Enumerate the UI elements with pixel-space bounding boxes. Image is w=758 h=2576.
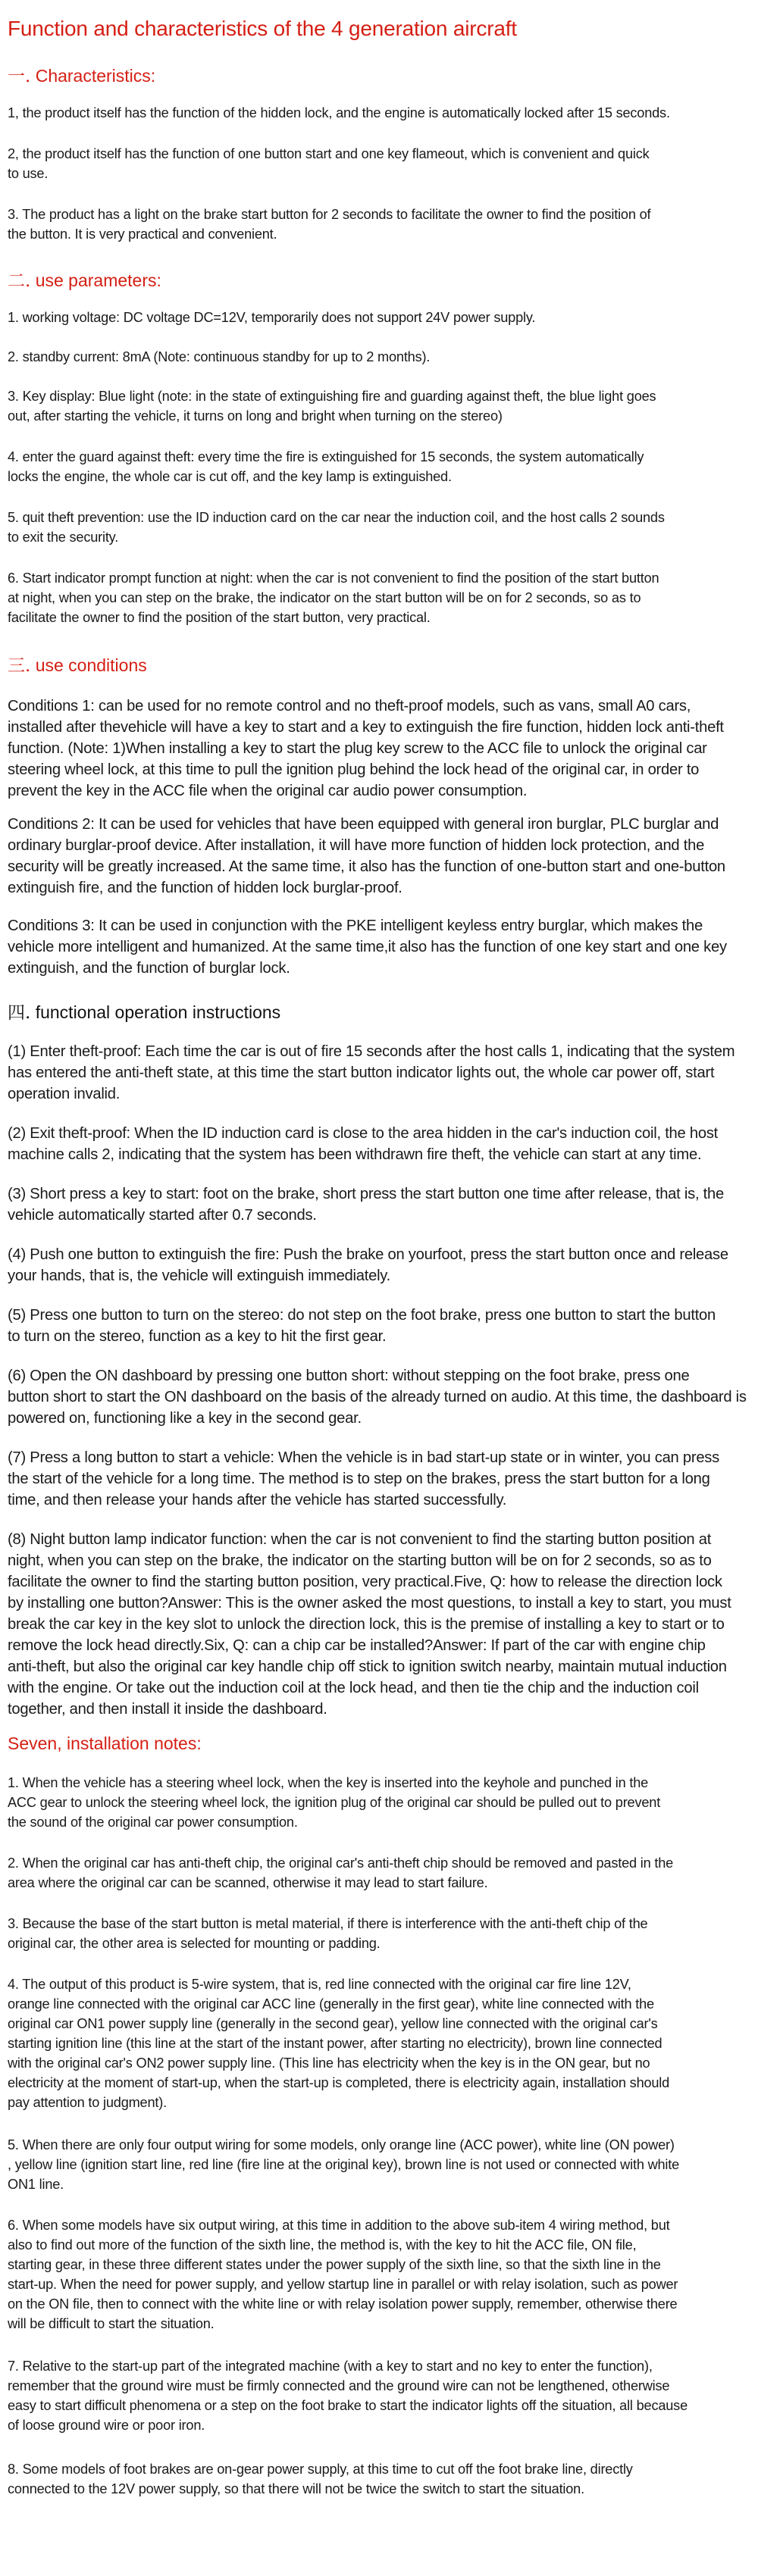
section-number: 一.: [8, 67, 31, 86]
installation-item: 8. Some models of foot brakes are on-gear power supply, at this time to cut off the foot brake line, directly connected to the 12V power supply, so that there will not be twice the switch to start the situation.: [8, 2462, 633, 2496]
section-number: 三.: [8, 656, 31, 676]
operation-item: (8) Night button lamp indicator function: when the car is not convenient to find the starting button position at night, when you can step on the brake, the indicator on the starting button will be on for 2 seconds, so as to facilitate the owner to find the starting button position, very practical.Five, Q: how to release the direction lock by installing one button?Answer: This is the owner asked the most questions, to install a key to start, you must break the car key in the key slot to unlock the direction lock, this is the premise of installing a key to start or to remove the lock head directly.Six, Q: can a chip car be installed?Answer: If part of the car with engine chip anti-theft, but also the original car key handle chip off stick to ignition switch nearby, maintain mutual induction with the engine. Or take out the induction coil at the lock head, and then tie the chip and the induction coil together, and then install it inside the dashboard.: [8, 1531, 731, 1718]
operation-item: (6) Open the ON dashboard by pressing one button short: without stepping on the foot brake, press one button short to start the ON dashboard on the basis of the already turned on audio. At this time, the dashboard is powered on, functioning like a key in the second gear.: [8, 1368, 747, 1427]
parameter-item: 5. quit theft prevention: use the ID induction card on the car near the induction coil, and the host calls 2 sounds to exit the security.: [8, 510, 665, 545]
installation-item: 5. When there are only four output wiring for some models, only orange line (ACC power), white line (ON power) , yellow line (ignition start line, red line (fire line at the original key), brown line is not used or connected with white ON1 line.: [8, 2137, 680, 2192]
section-parameters-heading: [8, 267, 161, 292]
operation-item: (2) Exit theft-proof: When the ID induction card is close to the area hidden in the car's induction coil, the host machine calls 2, indicating that the system has been withdrawn fire theft, the vehicle can start at any time.: [8, 1125, 719, 1163]
section-installation-heading: [8, 1733, 202, 1754]
installation-item: 2. When the original car has anti-theft chip, the original car's anti-theft chip should be removed and pasted in the area where the original car can be scanned, otherwise it may lead to start failure.: [8, 1855, 674, 1890]
installation-item: 6. When some models have six output wiring, at this time in addition to the above sub-item 4 wiring method, but also to find out more of the function of the sixth line, the method is, with the key to hit the ACC file, ON file, starting gear, in these three different states under the power supply of the sixth line, so that the sixth line in the start-up. When the need for power supply, and yellow startup line in parallel or with relay isolation, such as power on the ON file, then to connect with the white line or with relay isolation power supply, remember, otherwise there will be difficult to start the situation.: [8, 2218, 678, 2331]
section-conditions-heading: [8, 652, 147, 677]
installation-item: 4. The output of this product is 5-wire system, that is, red line connected with the original car fire line 12V, orange line connected with the original car ACC line (generally in the first gear), white line connected with the original car ON1 power supply line (generally in the second gear), yellow line connected with the original car's starting ignition line (this line at the start of the instant power, after starting no electricity), brown line connected with the original car's ON2 power supply line. (This line has electricity when the key is in the ON gear, but no electricity at the moment of start-up, when the start-up is completed, there is electricity again, installation should pay attention to judgment).: [8, 1977, 670, 2110]
installation-item: 7. Relative to the start-up part of the integrated machine (with a key to start and no key to enter the function), remember that the ground wire must be firmly connected and the ground wire can not be lengthened, otherwise easy to start difficult phenomena or a step on the foot brake to start the indicator lights off the situation, all because of loose ground wire or poor iron.: [8, 2359, 688, 2433]
characteristic-item: 2, the product itself has the function of one button start and one key flameout, which is convenient and quick to use.: [8, 146, 650, 181]
characteristic-item: 3. The product has a light on the brake start button for 2 seconds to facilitate the owner to find the position of the button. It is very practical and convenient.: [8, 207, 651, 242]
parameter-item: 1. working voltage: DC voltage DC=12V, temporarily does not support 24V power supply.: [8, 310, 536, 325]
section-operation-heading: [8, 999, 280, 1024]
section-number: 二.: [8, 271, 31, 291]
condition-item: Conditions 2: It can be used for vehicles that have been equipped with general iron burglar, PLC burglar and ordinary burglar-proof device. After installation, it will have more function of hidden lock protection, and the security will be greatly increased. At the same time, it also has the function of one-button start and one-button extinguish fire, and the function of hidden lock burglar-proof.: [8, 816, 725, 896]
section-heading-text: use parameters:: [30, 270, 161, 290]
section-heading-text: Seven, installation notes:: [8, 1733, 202, 1753]
operation-item: (1) Enter theft-proof: Each time the car is out of fire 15 seconds after the host calls 1, indicating that the system has entered the anti-theft state, at this time the start button indicator lights out, the whole car power off, start operation invalid.: [8, 1043, 735, 1102]
installation-item: 3. Because the base of the start button is metal material, if there is interference with the anti-theft chip of the original car, the other area is selected for mounting or padding.: [8, 1916, 648, 1951]
section-heading-text: use conditions: [30, 655, 147, 675]
section-heading-text: Characteristics:: [30, 66, 156, 86]
section-number: 四.: [8, 1003, 31, 1023]
page-title: Function and characteristics of the 4 generation aircraft: [8, 17, 517, 40]
installation-item: 1. When the vehicle has a steering wheel lock, when the key is inserted into the keyhole and punched in the ACC gear to unlock the steering wheel lock, the ignition plug of the original car should be pulled out to prevent the sound of the original car power consumption.: [8, 1775, 661, 1830]
characteristic-item: 1, the product itself has the function of the hidden lock, and the engine is automatically locked after 15 seconds.: [8, 105, 670, 120]
condition-item: Conditions 3: It can be used in conjunction with the PKE intelligent keyless entry burglar, which makes the vehicle more intelligent and humanized. At the same time,it also has the function of one key start and one key extinguish, and the function of burglar lock.: [8, 918, 727, 977]
operation-item: (5) Press one button to turn on the stereo: do not step on the foot brake, press one button to start the button to turn on the stereo, function as a key to hit the first gear.: [8, 1307, 716, 1345]
parameter-item: 6. Start indicator prompt function at night: when the car is not convenient to find the position of the start button at night, when you can step on the brake, the indicator on the start button will be on for 2 seconds, so as to facilitate the owner to find the position of the start button, very practical.: [8, 571, 659, 625]
condition-item: Conditions 1: can be used for no remote control and no theft-proof models, such as vans, small A0 cars, installed after thevehicle will have a key to start and a key to extinguish the fire function, hidden lock anti-theft function. (Note: 1)When installing a key to start the plug key screw to the ACC file to unlock the original car steering wheel lock, at this time to pull the ignition plug behind the lock head of the original car, in order to prevent the key in the ACC file when the original car audio power consumption.: [8, 698, 724, 799]
section-characteristics-heading: [8, 62, 155, 87]
operation-item: (4) Push one button to extinguish the fire: Push the brake on yourfoot, press the start button once and release your hands, that is, the vehicle will extinguish immediately.: [8, 1246, 728, 1284]
parameter-item: 4. enter the guard against theft: every time the fire is extinguished for 15 seconds, the system automatically locks the engine, the whole car is cut off, and the key lamp is extinguished.: [8, 449, 644, 484]
parameter-item: 2. standby current: 8mA (Note: continuous standby for up to 2 months).: [8, 349, 431, 364]
operation-item: (7) Press a long button to start a vehicle: When the vehicle is in bad start-up state or in winter, you can press the start of the vehicle for a long time. The method is to step on the brakes, press the start button for a long time, and then release your hands after the vehicle has started successfully.: [8, 1449, 719, 1508]
operation-item: (3) Short press a key to start: foot on the brake, short press the start button one time after release, that is, the vehicle automatically started after 0.7 seconds.: [8, 1186, 724, 1224]
section-heading-text: functional operation instructions: [30, 1002, 281, 1022]
parameter-item: 3. Key display: Blue light (note: in the state of extinguishing fire and guarding against theft, the blue light goes out, after starting the vehicle, it turns on long and bright when turning on the stereo): [8, 389, 656, 424]
